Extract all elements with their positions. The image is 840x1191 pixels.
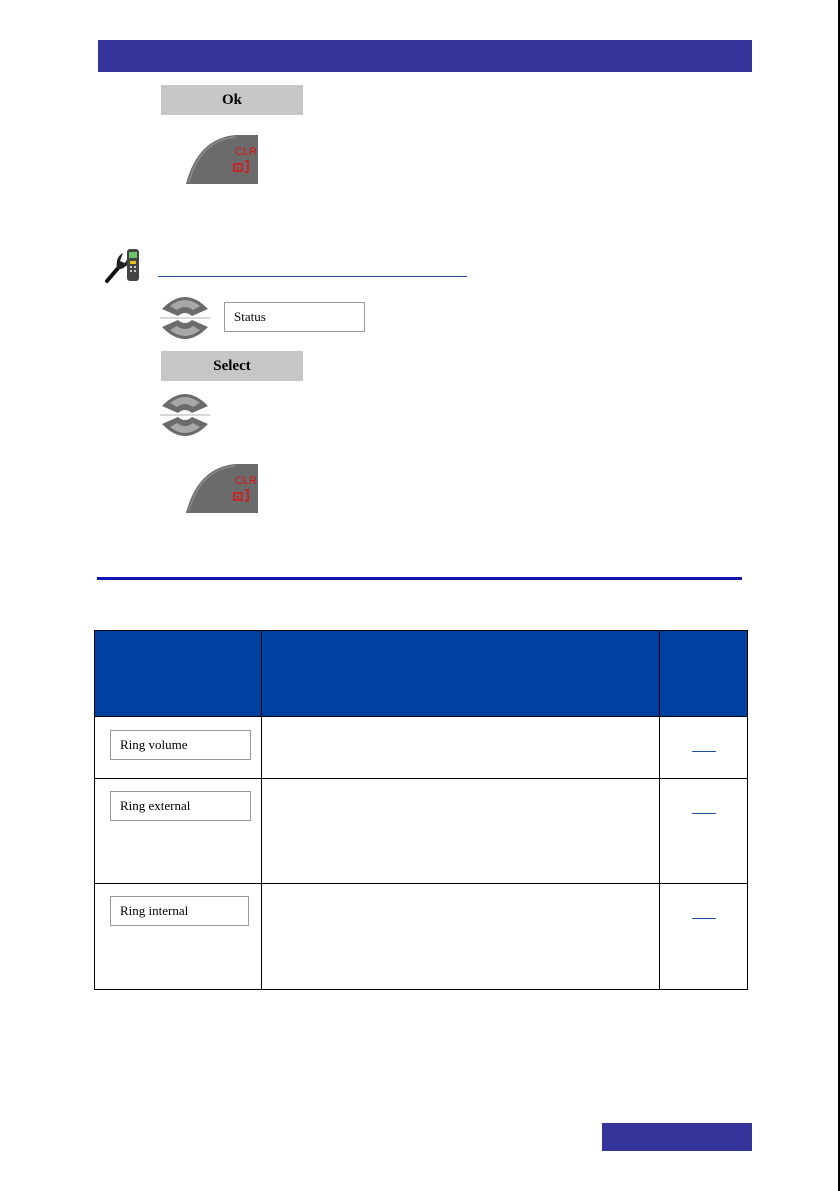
page-ref-cell: [660, 779, 748, 884]
header-cell-description: [262, 631, 660, 717]
setting-cell: [95, 717, 262, 779]
svg-text:CLR: CLR: [235, 146, 258, 158]
ring-internal-field: Ring internal: [110, 896, 249, 926]
ring-volume-field: Ring volume: [110, 730, 251, 760]
table-row: [95, 884, 748, 990]
page-ref-link[interactable]: [692, 813, 716, 814]
setting-cell: [95, 884, 262, 990]
table-header-row: [95, 631, 748, 717]
clr-key-icon[interactable]: [186, 463, 258, 513]
status-field: Status: [224, 302, 365, 332]
ring-external-field: Ring external: [110, 791, 251, 821]
description-cell: [262, 884, 660, 990]
navigation-key-icon[interactable]: [160, 291, 210, 345]
page-ref-cell: [660, 717, 748, 779]
table-row: [95, 717, 748, 779]
footer-bar: [602, 1123, 752, 1151]
page-ref-link[interactable]: [692, 751, 716, 752]
navigation-key-icon[interactable]: [160, 388, 210, 442]
setting-cell: [95, 779, 262, 884]
header-cell-setting: [95, 631, 262, 717]
description-cell: [262, 717, 660, 779]
table-row: [95, 779, 748, 884]
svg-text:CLR: CLR: [235, 475, 258, 487]
procedure-link[interactable]: [158, 276, 467, 277]
clr-key-icon[interactable]: [186, 134, 258, 184]
ok-softkey[interactable]: Ok: [161, 85, 303, 115]
header-cell-page: [660, 631, 748, 717]
page-ref-cell: [660, 884, 748, 990]
section-divider: [97, 577, 742, 580]
settings-table: [94, 630, 748, 990]
description-cell: [262, 779, 660, 884]
wrench-phone-icon: [103, 247, 143, 285]
select-softkey[interactable]: Select: [161, 351, 303, 381]
header-bar: [98, 40, 752, 72]
page-ref-link[interactable]: [692, 918, 716, 919]
